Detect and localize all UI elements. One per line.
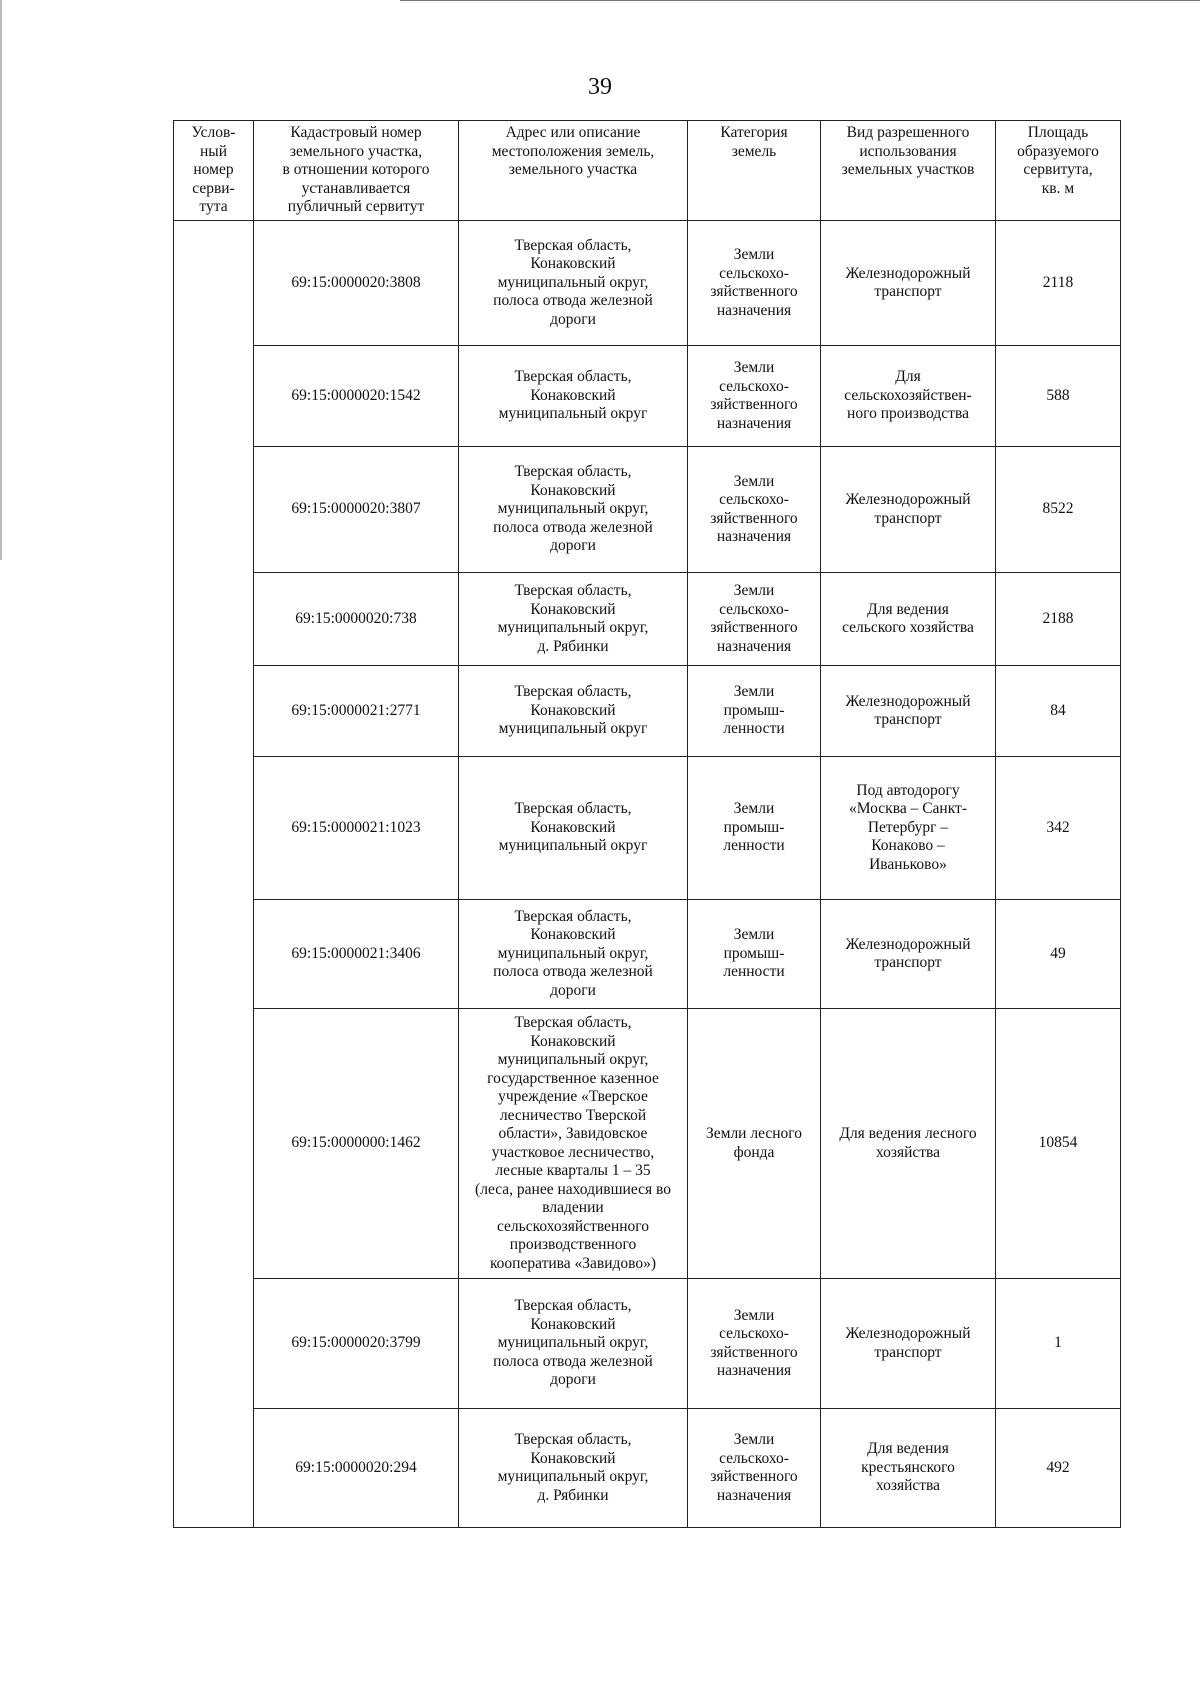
cadastral-number: 69:15:0000020:3807	[254, 447, 459, 573]
land-category: Земли сельскохо- зяйственного назначения	[688, 346, 821, 447]
permitted-use: Железнодорожный транспорт	[821, 900, 996, 1009]
table-row	[174, 757, 1121, 900]
area: 2118	[996, 221, 1121, 346]
address: Тверская область, Конаковский муниципальный округ, д. Рябинки	[459, 1409, 688, 1528]
permitted-use: Для сельскохозяйствен- ного производства	[821, 346, 996, 447]
cadastral-number: 69:15:0000020:3799	[254, 1279, 459, 1409]
address: Тверская область, Конаковский муниципальный округ, полоса отвода железной дороги	[459, 221, 688, 346]
header-servitude-number: Услов- ный номер серви- тута	[174, 121, 254, 221]
address: Тверская область, Конаковский муниципальный округ, государственное казенное учреждение «Тверское лесничество Тверской области», Завидовское участковое лесничество, лесные кварталы 1 – 35 (леса, ранее находившиеся во владении сельскохозяйственного производственного кооператива «Завидово»)	[459, 1009, 688, 1279]
permitted-use: Для ведения лесного хозяйства	[821, 1009, 996, 1279]
cadastral-number: 69:15:0000020:1542	[254, 346, 459, 447]
address: Тверская область, Конаковский муниципальный округ	[459, 666, 688, 757]
table-row	[174, 1409, 1121, 1528]
area: 10854	[996, 1009, 1121, 1279]
land-category: Земли лесного фонда	[688, 1009, 821, 1279]
cadastral-number: 69:15:0000020:3808	[254, 221, 459, 346]
permitted-use: Железнодорожный транспорт	[821, 447, 996, 573]
table-row	[174, 1279, 1121, 1409]
servitude-table	[173, 120, 1121, 1528]
cadastral-number: 69:15:0000021:3406	[254, 900, 459, 1009]
header-area: Площадь образуемого сервитута, кв. м	[996, 121, 1121, 221]
land-category: Земли промыш- ленности	[688, 900, 821, 1009]
land-category: Земли сельскохо- зяйственного назначения	[688, 1279, 821, 1409]
cadastral-number: 69:15:0000021:2771	[254, 666, 459, 757]
cadastral-number: 69:15:0000000:1462	[254, 1009, 459, 1279]
area: 1	[996, 1279, 1121, 1409]
table-row	[174, 666, 1121, 757]
header-cadastral-number: Кадастровый номер земельного участка, в отношении которого устанавливается публичный сервитут	[254, 121, 459, 221]
land-category: Земли промыш- ленности	[688, 757, 821, 900]
area: 84	[996, 666, 1121, 757]
page-number: 39	[588, 74, 612, 100]
area: 492	[996, 1409, 1121, 1528]
land-category: Земли сельскохо- зяйственного назначения	[688, 447, 821, 573]
servitude-table-container	[173, 120, 1121, 1528]
land-category: Земли сельскохо- зяйственного назначения	[688, 573, 821, 666]
address: Тверская область, Конаковский муниципальный округ, полоса отвода железной дороги	[459, 1279, 688, 1409]
page-top-rule	[400, 0, 1200, 1]
address: Тверская область, Конаковский муниципальный округ, д. Рябинки	[459, 573, 688, 666]
header-address: Адрес или описание местоположения земель, земельного участка	[459, 121, 688, 221]
cadastral-number: 69:15:0000021:1023	[254, 757, 459, 900]
permitted-use: Железнодорожный транспорт	[821, 221, 996, 346]
cadastral-number: 69:15:0000020:738	[254, 573, 459, 666]
permitted-use: Железнодорожный транспорт	[821, 1279, 996, 1409]
table-row	[174, 573, 1121, 666]
table-row	[174, 221, 1121, 346]
header-land-category: Категория земель	[688, 121, 821, 221]
table-row	[174, 900, 1121, 1009]
table-row	[174, 1009, 1121, 1279]
servitude-number-cell	[174, 221, 254, 1528]
permitted-use: Для ведения крестьянского хозяйства	[821, 1409, 996, 1528]
address: Тверская область, Конаковский муниципальный округ	[459, 346, 688, 447]
area: 8522	[996, 447, 1121, 573]
permitted-use: Железнодорожный транспорт	[821, 666, 996, 757]
address: Тверская область, Конаковский муниципальный округ, полоса отвода железной дороги	[459, 447, 688, 573]
permitted-use: Для ведения сельского хозяйства	[821, 573, 996, 666]
table-header-row	[174, 121, 1121, 221]
area: 49	[996, 900, 1121, 1009]
area: 2188	[996, 573, 1121, 666]
table-row	[174, 447, 1121, 573]
table-row	[174, 346, 1121, 447]
address: Тверская область, Конаковский муниципальный округ, полоса отвода железной дороги	[459, 900, 688, 1009]
header-permitted-use: Вид разрешенного использования земельных участков	[821, 121, 996, 221]
address: Тверская область, Конаковский муниципальный округ	[459, 757, 688, 900]
cadastral-number: 69:15:0000020:294	[254, 1409, 459, 1528]
area: 342	[996, 757, 1121, 900]
area: 588	[996, 346, 1121, 447]
permitted-use: Под автодорогу «Москва – Санкт- Петербург – Конаково – Иваньково»	[821, 757, 996, 900]
land-category: Земли промыш- ленности	[688, 666, 821, 757]
land-category: Земли сельскохо- зяйственного назначения	[688, 221, 821, 346]
land-category: Земли сельскохо- зяйственного назначения	[688, 1409, 821, 1528]
